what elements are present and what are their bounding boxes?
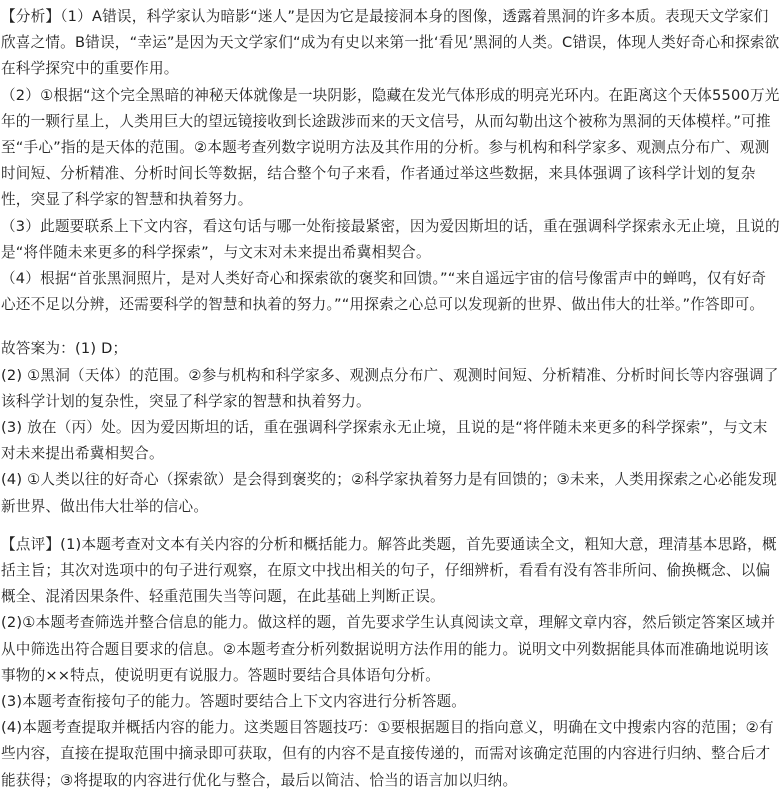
answer-heading: 故答案为：(1) D；	[1, 340, 128, 358]
comment-section	[1, 532, 780, 794]
analysis-paragraph-2: （2）①根据“这个完全黑暗的神秘天体就像是一块阴影，隐藏在发光气体形成的明亮光环内。在距离这个天体5500万光年的一颗行星上，人类用巨大的望远镜接收到长途跋涉而来的天文信号，从而勾勒出这个被称为黑洞的天体模样。”可推至“手心”指的是天体的范围。②本题考查列数字说明方法及其作用的分析。参与机构和科学家多、观测点分布广、观测时间短、分析精准、分析时间长等数据，结合整个句子来看，作者通过举这些数据，来具体强调了该科学计划的复杂性，突显了科学家的智慧和执着努力。	[1, 86, 780, 209]
answer-item-3: (3) 放在（丙）处。因为爱因斯坦的话，重在强调科学探索永无止境，且说的是“将伴随未来更多的科学探索”，与文末对未来提出希冀相契合。	[1, 419, 768, 463]
analysis-paragraph-4: （4）根据“首张黑洞照片，是对人类好奇心和探索欲的褒奖和回馈。”“来自遥远宇宙的信号像雷声中的蝉鸣，仅有好奇心还不足以分辨，还需要科学的智慧和执着的努力。”“用探索之心总可以发现新的世界、做出伟大的壮举。”作答即可。	[1, 270, 767, 314]
comment-item-4: (4)本题考查提取并概括内容的能力。这类题目答题技巧：①要根据题目的指向意义，明确在文中搜索内容的范围；②有些内容，直接在提取范围中摘录即可获取，但有的内容不是直接传递的，而需对该确定范围的内容进行归纳、整合后才能获得；③将提取的内容进行优化与整合，最后以简洁、恰当的语言加以归纳。	[1, 719, 774, 789]
comment-item-1: 【点评】(1)本题考查对文本有关内容的分析和概括能力。解答此类题，首先要通读全文，粗知大意，理清基本思路，概括主旨；其次对选项中的句子进行观察，在原文中找出相关的句子，仔细辨析，看看有没有答非所问、偷换概念、以偏概全、混淆因果条件、轻重范围失当等问题，在此基础上判断正误。	[1, 535, 777, 606]
section-spacer	[1, 318, 780, 336]
comment-item-2: (2)①本题考查筛选并整合信息的能力。做这样的题，首先要求学生认真阅读文章，理解文章内容，然后锁定答案区域并从中筛选出符合题目要求的信息。②本题考查分析列数据说明方法作用的能力。说明文中列数据能具体而准确地说明该事物的××特点，使说明更有说服力。答题时要结合具体语句分析。	[1, 614, 776, 684]
analysis-paragraph-3: （3）此题要联系上下文内容，看这句话与哪一处衔接最紧密，因为爱因斯坦的话，重在强调科学探索永无止境，且说的是“将伴随未来更多的科学探索”，与文末对未来提出希冀相契合。	[1, 217, 780, 261]
section-spacer	[1, 520, 780, 532]
answer-item-2: (2) ①黑洞（天体）的范围。②参与机构和科学家多、观测点分布广、观测时间短、分析精准、分析时间长等内容强调了该科学计划的复杂性，突显了科学家的智慧和执着努力。	[1, 366, 779, 410]
analysis-section	[1, 4, 780, 318]
comment-item-3: (3)本题考查衔接句子的能力。答题时要结合上下文内容进行分析答题。	[1, 693, 467, 711]
answer-section	[1, 336, 780, 519]
analysis-paragraph-1: 【分析】（1）A错误，科学家认为暗影“迷人”是因为它是最接洞本身的图像，透露着黑洞的许多本质。表现天文学家们欣喜之情。B错误，“幸运”是因为天文学家们“成为有史以来第一批‘看见’黑洞的人类。C错误，体现人类好奇心和探索欲在科学探究中的重要作用。	[1, 8, 780, 78]
answer-item-4: (4) ①人类以往的好奇心（探索欲）是会得到褒奖的；②科学家执着努力是有回馈的；③未来，人类用探索之心必能发现新世界、做出伟大壮举的信心。	[1, 471, 778, 515]
